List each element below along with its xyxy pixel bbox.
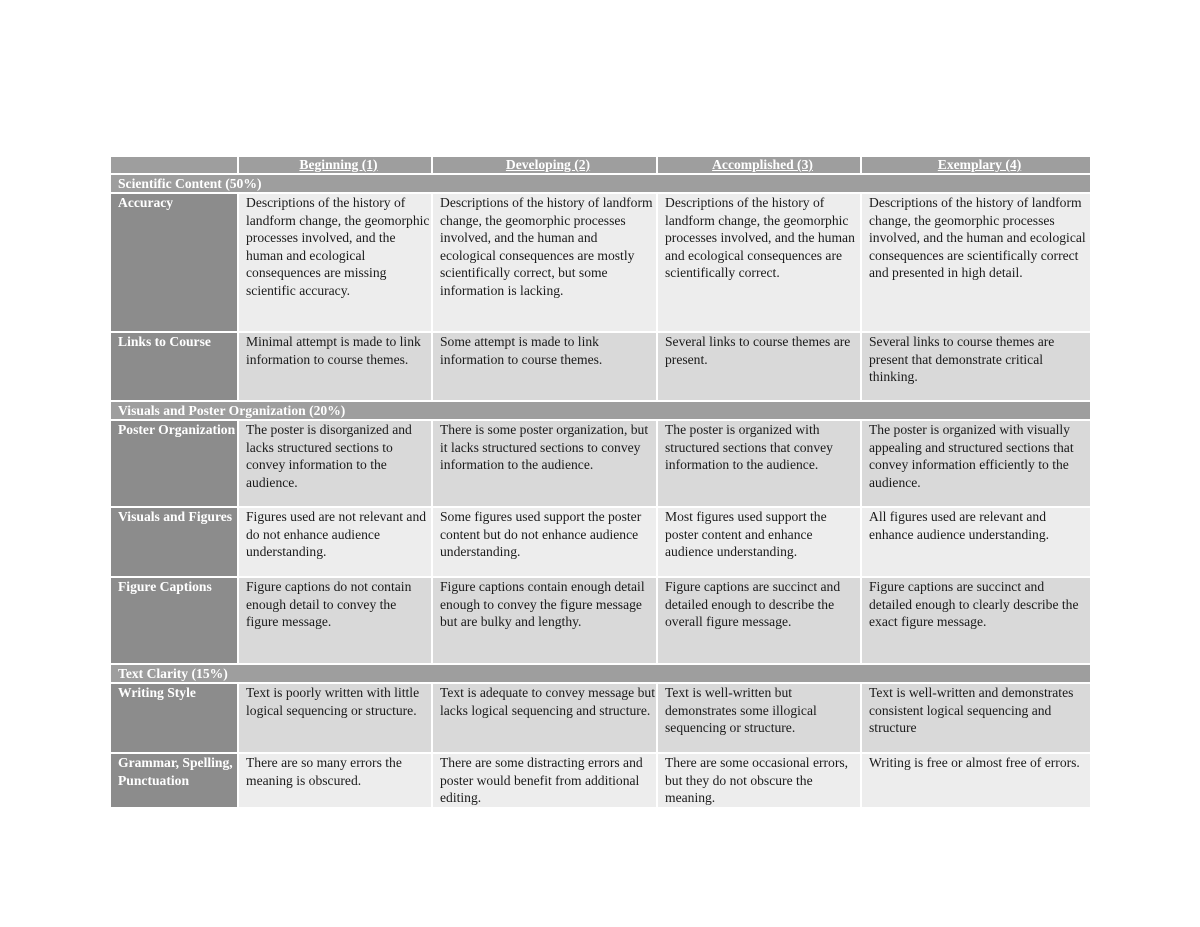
rubric-cell-exemplary: Text is well-written and demonstrates consistent logical sequencing and structure [861, 683, 1090, 753]
rubric-cell-accomplished: There are some occasional errors, but they do not obscure the meaning. [657, 753, 861, 808]
rubric-cell-beginning: Minimal attempt is made to link information to course themes. [238, 332, 432, 401]
rubric-cell-exemplary: Descriptions of the history of landform change, the geomorphic processes involved, and the human and ecological consequences are scientifically correct and presented in high detail. [861, 193, 1090, 332]
header-exemplary: Exemplary (4) [861, 157, 1090, 174]
criterion-label: Poster Organization [111, 420, 238, 507]
rubric-cell-developing: There is some poster organization, but it lacks structured sections to convey information to the audience. [432, 420, 657, 507]
section-row-visuals-organization [111, 401, 1090, 420]
rubric-cell-developing: Descriptions of the history of landform change, the geomorphic processes involved, and the human and ecological consequences are mostly scientifically correct, but some information is lacking. [432, 193, 657, 332]
header-row [111, 157, 1090, 174]
table-row-writing-style [111, 683, 1090, 753]
rubric-cell-developing: Figure captions contain enough detail enough to convey the figure message but are bulky and lengthy. [432, 577, 657, 664]
criterion-label: Grammar, Spelling, Punctuation [111, 753, 238, 808]
criterion-label: Links to Course [111, 332, 238, 401]
criterion-label: Writing Style [111, 683, 238, 753]
rubric-cell-developing: Text is adequate to convey message but lacks logical sequencing and structure. [432, 683, 657, 753]
rubric-cell-accomplished: The poster is organized with structured sections that convey information to the audience. [657, 420, 861, 507]
header-corner [111, 157, 238, 174]
section-row-text-clarity [111, 664, 1090, 683]
rubric-cell-accomplished: Several links to course themes are present. [657, 332, 861, 401]
section-title: Text Clarity (15%) [111, 664, 1090, 683]
criterion-label: Figure Captions [111, 577, 238, 664]
table-row-grammar-spelling-punctuation [111, 753, 1090, 808]
rubric-cell-accomplished: Figure captions are succinct and detailed enough to describe the overall figure message. [657, 577, 861, 664]
criterion-label: Visuals and Figures [111, 507, 238, 577]
rubric-cell-beginning: Descriptions of the history of landform change, the geomorphic processes involved, and the human and ecological consequences are missing scientific accuracy. [238, 193, 432, 332]
rubric-table [111, 157, 1090, 809]
section-title: Scientific Content (50%) [111, 174, 1090, 193]
section-title: Visuals and Poster Organization (20%) [111, 401, 1090, 420]
table-row-links-to-course [111, 332, 1090, 401]
header-accomplished: Accomplished (3) [657, 157, 861, 174]
rubric-cell-accomplished: Most figures used support the poster content and enhance audience understanding. [657, 507, 861, 577]
table-row-figure-captions [111, 577, 1090, 664]
rubric-cell-beginning: The poster is disorganized and lacks structured sections to convey information to the audience. [238, 420, 432, 507]
rubric-cell-exemplary: The poster is organized with visually appealing and structured sections that convey information efficiently to the audience. [861, 420, 1090, 507]
header-beginning: Beginning (1) [238, 157, 432, 174]
rubric-cell-accomplished: Text is well-written but demonstrates some illogical sequencing or structure. [657, 683, 861, 753]
rubric-cell-beginning: There are so many errors the meaning is obscured. [238, 753, 432, 808]
rubric-cell-exemplary: All figures used are relevant and enhance audience understanding. [861, 507, 1090, 577]
rubric-cell-developing: There are some distracting errors and poster would benefit from additional editing. [432, 753, 657, 808]
rubric-cell-developing: Some attempt is made to link information to course themes. [432, 332, 657, 401]
table-row-visuals-and-figures [111, 507, 1090, 577]
rubric-cell-beginning: Text is poorly written with little logical sequencing or structure. [238, 683, 432, 753]
rubric-cell-developing: Some figures used support the poster content but do not enhance audience understanding. [432, 507, 657, 577]
header-developing: Developing (2) [432, 157, 657, 174]
rubric-cell-exemplary: Figure captions are succinct and detailed enough to clearly describe the exact figure message. [861, 577, 1090, 664]
section-row-scientific-content [111, 174, 1090, 193]
rubric-cell-beginning: Figures used are not relevant and do not enhance audience understanding. [238, 507, 432, 577]
table-row-accuracy [111, 193, 1090, 332]
rubric-cell-exemplary: Several links to course themes are present that demonstrate critical thinking. [861, 332, 1090, 401]
rubric-cell-beginning: Figure captions do not contain enough detail to convey the figure message. [238, 577, 432, 664]
rubric-cell-accomplished: Descriptions of the history of landform change, the geomorphic processes involved, and the human and ecological consequences are scientifically correct. [657, 193, 861, 332]
table-row-poster-organization [111, 420, 1090, 507]
criterion-label: Accuracy [111, 193, 238, 332]
rubric-cell-exemplary: Writing is free or almost free of errors. [861, 753, 1090, 808]
